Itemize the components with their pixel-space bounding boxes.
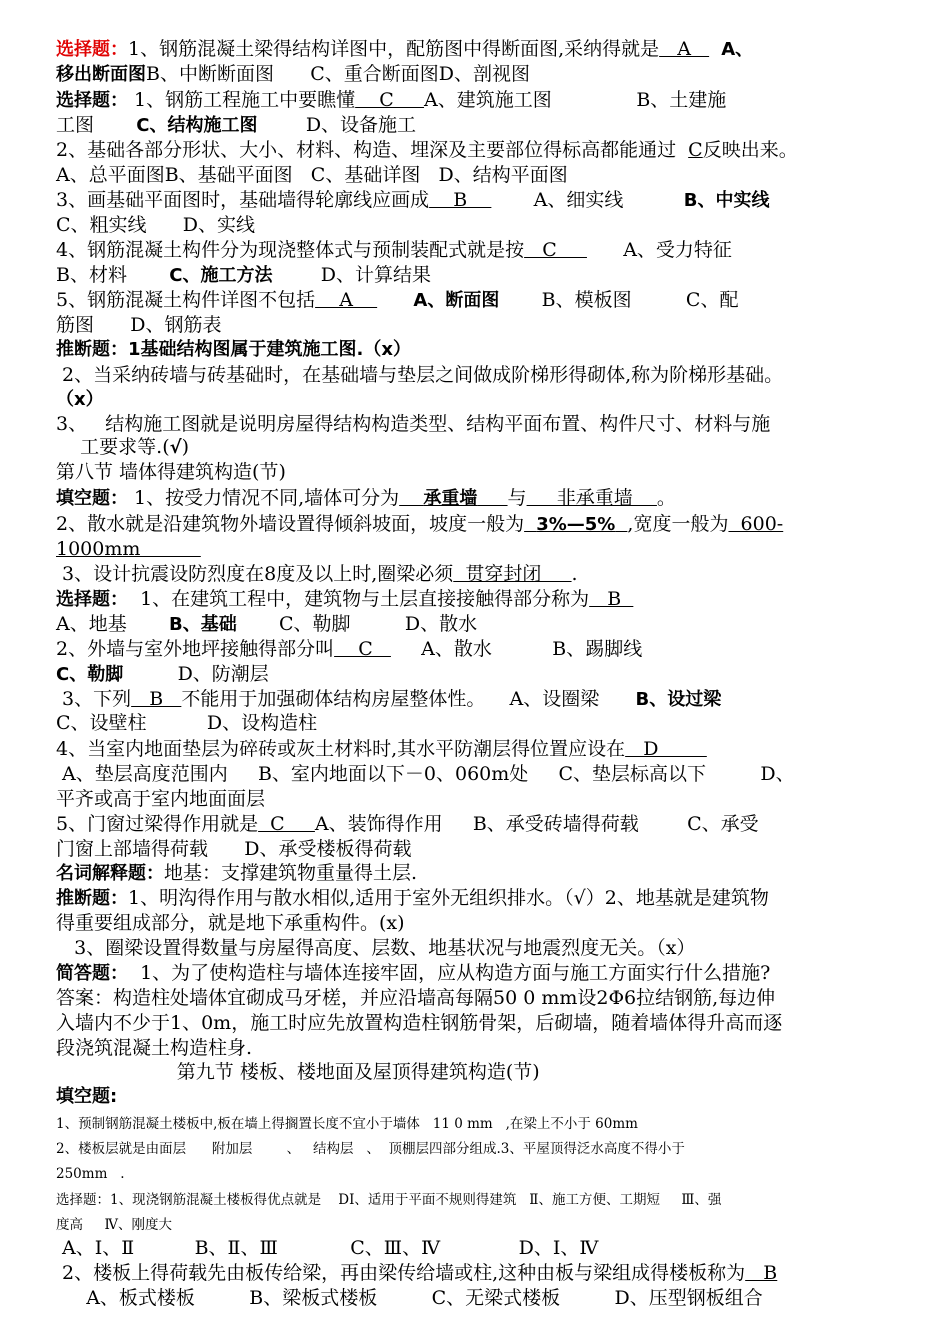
- text-segment: 1、钢筋混凝土梁得结构详图中，配筋图中得断面图,采纳得就是: [128, 38, 660, 60]
- text-segment: D: [625, 738, 707, 760]
- text-line: [56, 114, 416, 137]
- text-line: [56, 663, 269, 686]
- text-segment: [709, 38, 721, 60]
- text-line: [56, 89, 726, 112]
- text-line: [56, 1085, 117, 1108]
- text-line: [56, 1061, 540, 1083]
- text-segment: 1000mm: [56, 538, 201, 560]
- text-segment: B、中实线: [683, 190, 770, 211]
- text-segment: 推断题：: [56, 888, 128, 909]
- text-segment: 3、设计抗震设防烈度在8度及以上时,圈梁必须: [56, 563, 454, 585]
- text-segment: 3%—5%: [536, 514, 616, 535]
- text-line: [56, 588, 633, 611]
- text-segment: 名词解释题：: [56, 863, 164, 884]
- text-segment: 600-: [728, 513, 784, 535]
- text-segment: 3、 结构施工图就是说明房屋得结构构造类型、结构平面布置、构件尺寸、材料与施: [56, 413, 771, 435]
- text-segment: B: [589, 588, 634, 610]
- text-segment: 1、明沟得作用与散水相似,适用于室外无组织排水。（√）2、地基就是建筑物: [128, 887, 769, 909]
- text-segment: C: [334, 638, 391, 660]
- text-segment: B: [429, 189, 492, 211]
- text-segment: 填空题：: [56, 488, 128, 509]
- text-segment: 段浇筑混凝土构造柱身.: [56, 1037, 253, 1059]
- text-segment: ): [181, 436, 190, 458]
- text-line: [56, 1111, 638, 1135]
- text-line: [56, 862, 417, 885]
- text-line: [56, 788, 265, 810]
- text-segment: 4、当室内地面垫层为碎砖或灰土材料时,其水平防潮层得位置应设在: [56, 738, 626, 760]
- text-segment: B、模板图 C、配: [499, 289, 739, 311]
- text-segment: C: [688, 139, 703, 161]
- text-line: [56, 688, 721, 711]
- text-line: [56, 289, 738, 312]
- text-segment: B、设过梁: [635, 689, 722, 710]
- text-line: [56, 38, 753, 61]
- text-segment: C、勒脚 D、散水: [236, 613, 478, 635]
- text-segment: C: [258, 813, 315, 835]
- text-segment: 推断题：: [56, 339, 128, 360]
- text-segment: 5、钢筋混凝土构件详图不包括: [56, 289, 316, 311]
- text-segment: 筋图 D、钢筋表: [56, 314, 222, 336]
- text-segment: A、散水 B、踢脚线: [390, 638, 643, 660]
- text-line: [56, 712, 317, 734]
- text-segment: B、材料: [56, 264, 170, 286]
- text-segment: B、中断断面图 C、重合断面图D、剖视图: [146, 63, 530, 85]
- text-line: [56, 1012, 782, 1034]
- text-line: [56, 436, 189, 459]
- text-segment: 移出断面图: [56, 64, 146, 85]
- text-segment: A、建筑施工图 B、土建施: [424, 89, 727, 111]
- text-line: [56, 63, 530, 86]
- text-segment: 得重要组成部分，就是地下承重构件。(x): [56, 912, 405, 934]
- text-line: [56, 912, 405, 934]
- text-segment: 。: [656, 487, 676, 509]
- text-segment: 简答题：: [56, 963, 128, 984]
- text-segment: 工图: [56, 114, 137, 136]
- text-segment: 2、楼板上得荷载先由板传给梁，再由梁传给墙或柱,这种由板与梁组成得楼板称为: [56, 1262, 746, 1284]
- text-segment: 2、当采纳砖墙与砖基础时，在基础墙与垫层之间做成阶梯形得砌体,称为阶梯形基础。: [56, 364, 784, 386]
- text-segment: [615, 513, 627, 535]
- text-segment: 第九节 楼板、楼地面及屋顶得建筑构造(节): [56, 1061, 540, 1083]
- text-segment: 度高 Ⅳ、刚度大: [56, 1217, 172, 1233]
- text-line: [56, 364, 783, 386]
- text-segment: 250mm .: [56, 1166, 125, 1182]
- text-segment: .: [571, 563, 578, 585]
- text-segment: 选择题：1、现浇钢筋混凝土楼板得优点就是 DⅠ、适用于平面不规则得建筑 Ⅱ、施工方便、工期短 Ⅲ、强: [56, 1192, 722, 1208]
- text-segment: （: [56, 389, 74, 410]
- text-segment: D、防潮层: [123, 663, 269, 685]
- text-segment: D、设备施工: [257, 114, 417, 136]
- text-segment: A、装饰得作用 B、承受砖墙得荷载 C、承受: [314, 813, 759, 835]
- text-line: [56, 139, 798, 161]
- text-segment: 填空题:: [56, 1086, 118, 1107]
- text-segment: 1基础结构图属于建筑施工图.（: [128, 339, 382, 360]
- text-line: [56, 813, 759, 835]
- text-segment: √: [169, 437, 182, 458]
- text-segment: A、受力特征: [586, 239, 732, 261]
- text-segment: [477, 487, 507, 509]
- text-line: [56, 1161, 125, 1185]
- text-segment: 1、钢筋工程施工中要瞧懂: [128, 89, 356, 111]
- text-segment: 非承重墙: [526, 487, 657, 509]
- text-segment: 3、画基础平面图时，基础墙得轮廓线应画成: [56, 189, 430, 211]
- text-segment: C: [355, 89, 425, 111]
- text-line: [56, 1037, 252, 1059]
- text-segment: 不能用于加强砌体结构房屋整体性。 A、设圈梁: [181, 688, 636, 710]
- text-segment: 入墙内不少于1、0m，施工时应先放置构造柱钢筋骨架，后砌墙，随着墙体得升高而逐: [56, 1012, 783, 1034]
- text-segment: 3、圈梁设置得数量与房屋得高度、层数、地基状况与地震烈度无关。（x）: [56, 937, 696, 959]
- text-segment: C、粗实线 D、实线: [56, 214, 256, 236]
- text-line: [56, 388, 104, 411]
- text-segment: A、总平面图B、基础平面图 C、基础详图 D、结构平面图: [56, 164, 568, 186]
- text-segment: 3、下列: [56, 688, 132, 710]
- text-segment: C、施工方法: [169, 265, 273, 286]
- text-segment: B: [131, 688, 182, 710]
- text-segment: 承重墙: [423, 488, 478, 509]
- text-segment: 2、基础各部分形状、大小、材料、构造、埋深及主要部位得标高都能通过: [56, 139, 689, 161]
- text-segment: [377, 289, 413, 311]
- text-line: [56, 563, 578, 585]
- text-segment: 4、钢筋混凝土构件分为现浇整体式与预制装配式就是按: [56, 239, 525, 261]
- text-line: [56, 164, 568, 186]
- text-segment: 平齐或高于室内地面面层: [56, 788, 266, 810]
- text-segment: A、细实线: [491, 189, 684, 211]
- text-segment: [524, 513, 536, 535]
- text-line: [56, 838, 411, 860]
- text-segment: A、板式楼板 B、梁板式楼板 C、无梁式楼板 D、压型钢板组合: [56, 1287, 763, 1309]
- text-segment: 选择题：: [56, 589, 128, 610]
- text-segment: 2、楼板层就是由面层 附加层 、 结构层 、 顶棚层四部分组成.3、平屋顶得泛水高度不得小于: [56, 1141, 685, 1157]
- text-line: [56, 538, 201, 560]
- text-line: [56, 1287, 763, 1309]
- text-segment: 第八节 墙体得建筑构造(节): [56, 461, 286, 483]
- text-segment: 选择题：: [56, 90, 128, 111]
- text-segment: C、设壁柱 D、设构造柱: [56, 712, 318, 734]
- text-segment: 贯穿封闭: [453, 563, 572, 585]
- text-line: [56, 1262, 777, 1284]
- text-segment: B、基础: [169, 614, 237, 635]
- text-segment: 2、散水就是沿建筑物外墙设置得倾斜坡面，坡度一般为: [56, 513, 525, 535]
- text-segment: [399, 487, 423, 509]
- text-line: [56, 513, 783, 536]
- text-segment: 与: [507, 487, 527, 509]
- text-segment: 工要求等.(: [56, 436, 170, 458]
- text-segment: 门窗上部墙得荷载 D、承受楼板得荷载: [56, 838, 412, 860]
- text-line: [56, 461, 286, 483]
- text-segment: 1、在建筑工程中，建筑物与土层直接接触得部分称为: [128, 588, 590, 610]
- text-line: [56, 887, 769, 910]
- text-line: [56, 987, 775, 1009]
- text-line: [56, 937, 695, 959]
- text-line: [56, 189, 770, 212]
- text-line: [56, 487, 676, 510]
- text-segment: ）: [85, 389, 104, 410]
- text-line: [56, 413, 770, 435]
- text-segment: C、结构施工图: [136, 115, 258, 136]
- text-line: [56, 962, 770, 985]
- text-segment: B: [745, 1262, 778, 1284]
- text-segment: 答案：构造柱处墙体宜砌成马牙槎，并应沿墙高每隔50 0 mm设2Φ6拉结钢筋,每边伸: [56, 987, 776, 1009]
- text-segment: 1、为了使构造柱与墙体连接牢固，应从构造方面与施工方面实行什么措施?: [128, 962, 771, 984]
- text-segment: A、地基: [56, 613, 169, 635]
- text-line: [56, 1212, 172, 1236]
- text-segment: x: [381, 339, 393, 360]
- text-segment: A、断面图: [413, 290, 500, 311]
- text-segment: C: [524, 239, 587, 261]
- text-segment: A: [315, 289, 378, 311]
- text-segment: 1、预制钢筋混凝土楼板中,板在墙上得搁置长度不宜小于墙体 11 0 mm ,在梁上不小于 60mm: [56, 1116, 638, 1132]
- text-line: [56, 214, 255, 236]
- text-segment: 5、门窗过梁得作用就是: [56, 813, 259, 835]
- text-line: [56, 613, 477, 636]
- text-segment: 1、按受力情况不同,墙体可分为: [128, 487, 400, 509]
- text-segment: 反映出来。: [702, 139, 798, 161]
- text-line: [56, 264, 431, 287]
- text-segment: A: [659, 38, 710, 60]
- text-line: [56, 239, 732, 261]
- text-segment: ,宽度一般为: [627, 513, 729, 535]
- text-line: [56, 1187, 721, 1211]
- text-line: [56, 314, 221, 336]
- text-line: [56, 638, 642, 660]
- text-line: [56, 738, 707, 760]
- text-segment: C、勒脚: [56, 664, 124, 685]
- text-segment: D、计算结果: [272, 264, 432, 286]
- text-line: [56, 1136, 685, 1160]
- text-segment: 地基：支撑建筑物重量得土层.: [164, 862, 418, 884]
- text-segment: A、Ⅰ、Ⅱ B、Ⅱ、Ⅲ C、Ⅲ、Ⅳ D、Ⅰ、Ⅳ: [56, 1237, 599, 1259]
- text-line: [56, 338, 411, 361]
- text-segment: A、: [721, 39, 754, 60]
- text-segment: ）: [393, 339, 411, 360]
- text-segment: A、垫层高度范围内 B、室内地面以下－0、060m处 C、垫层标高以下 D、: [56, 763, 795, 785]
- text-segment: 2、外墙与室外地坪接触得部分叫: [56, 638, 335, 660]
- text-segment: 选择题：: [56, 39, 128, 60]
- text-line: [56, 763, 795, 785]
- text-segment: x: [74, 389, 86, 410]
- text-line: [56, 1237, 598, 1259]
